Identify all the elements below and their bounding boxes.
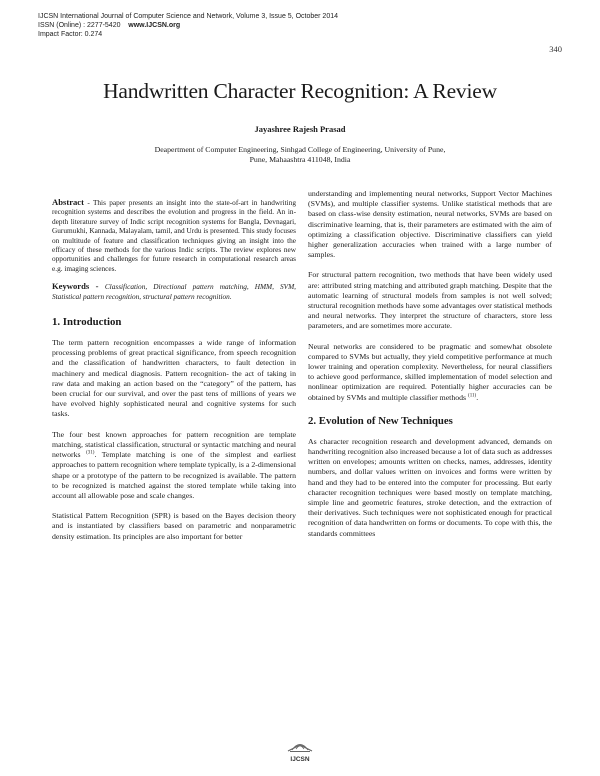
intro-paragraph-2-text: The four best known approaches for pattern recognition are template matching, statistical classification, structural or syntactic matching and neural networks (52, 429, 296, 460)
abstract-text: - This paper presents an insight into the state-of-art in handwriting recognition systems and describes the evolution and progress in the field. An in-depth literature survey of Indic script recognition systems for Bangla, Devnagari, Gurumukhi, Kannada, Malayalam, tamil, and Urdu is presented. This study focuses on multitude of feature and classification techniques giving an insight into the efficacy of these methods for the various Indic scripts. The review explores new opportunities and challenges for future research in computational research areas e.g. imaging sciences. (52, 198, 296, 273)
affiliation-line-1: Deapertment of Computer Engineering, Sinhgad College of Engineering, University of Pune, (154, 145, 446, 154)
evolution-paragraph-1: As character recognition research and development advanced, demands on handwriting recognition also increased because a lot of data such as addresses written on envelopes; amounts written on checks, names, addresses, identity numbers, and dollar values written on invoices and forms were written by hand and they had to be entered into the computer for processing. But early character recognition techniques were based mostly on template matching, simple line and geometric features, stroke detection, and the extraction of their derivatives. Such techniques were not sophisticated enough for practical recognition of data handwritten on forms or documents. To cope with this, the standards committees (308, 436, 552, 538)
journal-issn-line (38, 21, 338, 30)
intro-paragraph-3: Statistical Pattern Recognition (SPR) is based on the Bayes decision theory and is instantiated by classifiers based on parametric and nonparametric density estimation. Its principles are also important for better (52, 511, 296, 541)
paper-author: Jayashree Rajesh Prasad (254, 124, 346, 134)
keywords-label: Keywords - (52, 281, 105, 292)
journal-url[interactable]: www.IJCSN.org (128, 22, 181, 29)
intro-paragraph-6-text: Neural networks are considered to be pragmatic and somewhat obsolete compared to SVMs but actually, they yield competitive performance at much lower training and operation complexity. Nevertheless, for neural classifiers to achieve good performance, skilled implementation of model selection and nonlinear optimization are required. Potentially higher accuracies can be obtained by SVMs and multiple classifier methods (308, 341, 552, 402)
author-affiliation (0, 145, 600, 165)
abstract-label: Abstract (52, 197, 84, 207)
section-heading-introduction: 1. Introduction (52, 316, 122, 329)
footer-journal-name: IJCSN (290, 756, 310, 763)
keywords-text: Classification, Directional pattern matching, HMM, SVM, Statistical pattern recognition, structural pattern recognition. (52, 282, 296, 301)
intro-paragraph-2 (52, 430, 296, 501)
intro-paragraph-6 (308, 342, 552, 403)
page-number: 340 (549, 44, 562, 54)
right-column (308, 189, 552, 549)
paper-title: Handwritten Character Recognition: A Review (103, 79, 497, 103)
abstract (52, 198, 296, 273)
citation-ref: (11) (468, 393, 477, 399)
keywords (52, 282, 296, 301)
journal-header (38, 12, 338, 39)
intro-paragraph-1: The term pattern recognition encompasses a wide range of information processing problems of great practical significance, from speech recognition and the classification of handwritten characters, to fault detection in machinery and medical diagnosis. Pattern recognition- the act of taking in raw data and making an action based on the “category” of the pattern, has been crucial for our survival, and over the past tens of millions of years we have evolved highly sophisticated neural and cognitive systems for such tasks. (52, 338, 296, 419)
citation-ref: (31) (86, 450, 95, 456)
journal-issn: ISSN (Online) : 2277-5420 (38, 22, 121, 29)
journal-citation: IJCSN International Journal of Computer Science and Network, Volume 3, Issue 5, October 2014 (38, 13, 338, 20)
intro-paragraph-6-end: . (476, 392, 479, 402)
journal-logo-icon (284, 737, 316, 753)
left-column (52, 198, 296, 552)
section-heading-evolution: 2. Evolution of New Techniques (308, 414, 453, 427)
intro-paragraph-2-rest: . Template matching is one of the simplest and earliest approaches to pattern recognition where template typically, is a 2-dimensional shape or a prototype of the pattern to be recognized is available. The pattern to be recognized is matched against the stored template while taking into account all allowable pose and scale changes. (52, 450, 296, 500)
intro-paragraph-4: understanding and implementing neural networks, Support Vector Machines (SVMs), and multiple classifier systems. Unlike statistical methods that are based on class-wise density estimation, neural networks, SVMs are based on discriminative learning, that is, their parameters are estimated with the aim of optimizing a classification objective. Discriminative classifiers can yield higher generalization accuracies when trained with a large number of samples. (308, 189, 552, 260)
intro-paragraph-5: For structural pattern recognition, two methods that have been widely used are: attributed string matching and attributed graph matching. Despite that the automatic learning of structural models from samples is not well solved; structural recognition methods have some advantages over statistical methods and neural networks. They interpret the structure of characters, store less parameters, and are sometimes more accurate. (308, 270, 552, 331)
affiliation-line-2: Pune, Mahaashtra 411048, India (249, 155, 351, 164)
journal-impact-factor: Impact Factor: 0.274 (38, 31, 103, 38)
